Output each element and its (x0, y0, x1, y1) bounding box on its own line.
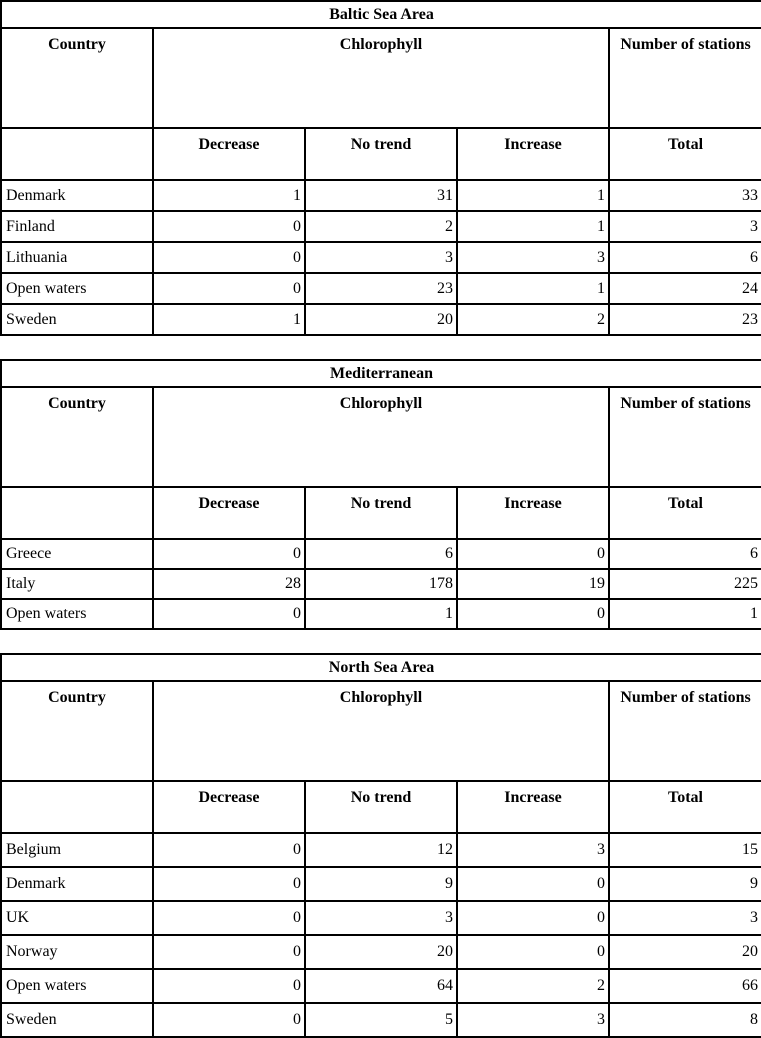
table-row (1, 901, 761, 935)
decrease-header: Decrease (153, 781, 305, 833)
table-row (1, 1003, 761, 1037)
total-cell: 8 (609, 1003, 761, 1037)
table-row (1, 304, 761, 335)
increase-cell: 19 (457, 569, 609, 599)
no-trend-cell: 31 (305, 180, 457, 211)
no-trend-cell: 178 (305, 569, 457, 599)
increase-cell: 1 (457, 211, 609, 242)
table-row (1, 569, 761, 599)
no-trend-cell: 5 (305, 1003, 457, 1037)
increase-cell: 3 (457, 242, 609, 273)
total-cell: 20 (609, 935, 761, 969)
no-trend-header: No trend (305, 781, 457, 833)
table-row (1, 599, 761, 629)
country-cell: UK (1, 901, 153, 935)
table-row (1, 969, 761, 1003)
table-row (1, 935, 761, 969)
total-cell: 9 (609, 867, 761, 901)
total-cell: 225 (609, 569, 761, 599)
total-cell: 66 (609, 969, 761, 1003)
decrease-cell: 28 (153, 569, 305, 599)
increase-cell: 2 (457, 304, 609, 335)
total-cell: 15 (609, 833, 761, 867)
no-trend-cell: 20 (305, 935, 457, 969)
decrease-cell: 0 (153, 935, 305, 969)
increase-cell: 0 (457, 599, 609, 629)
total-cell: 3 (609, 901, 761, 935)
no-trend-cell: 3 (305, 242, 457, 273)
table-title: North Sea Area (1, 654, 761, 681)
increase-cell: 3 (457, 1003, 609, 1037)
table-row (1, 273, 761, 304)
total-header: Total (609, 781, 761, 833)
country-cell: Norway (1, 935, 153, 969)
increase-cell: 0 (457, 539, 609, 569)
no-trend-cell: 12 (305, 833, 457, 867)
decrease-cell: 1 (153, 180, 305, 211)
decrease-cell: 1 (153, 304, 305, 335)
country-cell: Sweden (1, 1003, 153, 1037)
no-trend-cell: 64 (305, 969, 457, 1003)
decrease-cell: 0 (153, 211, 305, 242)
decrease-cell: 0 (153, 273, 305, 304)
total-cell: 33 (609, 180, 761, 211)
total-cell: 6 (609, 539, 761, 569)
decrease-cell: 0 (153, 242, 305, 273)
country-header: Country (1, 681, 153, 781)
country-cell: Open waters (1, 273, 153, 304)
country-cell: Open waters (1, 599, 153, 629)
decrease-cell: 0 (153, 1003, 305, 1037)
increase-cell: 0 (457, 901, 609, 935)
country-cell: Denmark (1, 180, 153, 211)
table-row (1, 833, 761, 867)
decrease-cell: 0 (153, 539, 305, 569)
country-cell: Italy (1, 569, 153, 599)
no-trend-cell: 3 (305, 901, 457, 935)
no-trend-header: No trend (305, 487, 457, 539)
table-row (1, 867, 761, 901)
baltic-sea-table (0, 0, 761, 336)
country-cell: Greece (1, 539, 153, 569)
table-row (1, 539, 761, 569)
chlorophyll-header: Chlorophyll (153, 681, 609, 781)
no-trend-cell: 6 (305, 539, 457, 569)
increase-cell: 3 (457, 833, 609, 867)
country-header: Country (1, 28, 153, 128)
decrease-cell: 0 (153, 969, 305, 1003)
increase-cell: 0 (457, 935, 609, 969)
country-cell: Sweden (1, 304, 153, 335)
decrease-cell: 0 (153, 599, 305, 629)
country-cell: Denmark (1, 867, 153, 901)
decrease-cell: 0 (153, 867, 305, 901)
country-cell: Open waters (1, 969, 153, 1003)
increase-header: Increase (457, 487, 609, 539)
decrease-cell: 0 (153, 833, 305, 867)
no-trend-cell: 9 (305, 867, 457, 901)
table-row (1, 242, 761, 273)
empty-header-cell (1, 487, 153, 539)
table-title: Baltic Sea Area (1, 1, 761, 28)
increase-header: Increase (457, 781, 609, 833)
table-row (1, 211, 761, 242)
increase-cell: 1 (457, 273, 609, 304)
country-cell: Lithuania (1, 242, 153, 273)
empty-header-cell (1, 781, 153, 833)
country-cell: Belgium (1, 833, 153, 867)
country-header: Country (1, 387, 153, 487)
total-header: Total (609, 487, 761, 539)
total-cell: 24 (609, 273, 761, 304)
no-trend-cell: 23 (305, 273, 457, 304)
stations-header: Number of stations (609, 28, 761, 128)
total-cell: 6 (609, 242, 761, 273)
chlorophyll-header: Chlorophyll (153, 28, 609, 128)
empty-header-cell (1, 128, 153, 180)
increase-cell: 2 (457, 969, 609, 1003)
increase-header: Increase (457, 128, 609, 180)
total-cell: 1 (609, 599, 761, 629)
stations-header: Number of stations (609, 387, 761, 487)
no-trend-cell: 20 (305, 304, 457, 335)
no-trend-header: No trend (305, 128, 457, 180)
increase-cell: 1 (457, 180, 609, 211)
total-header: Total (609, 128, 761, 180)
no-trend-cell: 1 (305, 599, 457, 629)
total-cell: 3 (609, 211, 761, 242)
decrease-header: Decrease (153, 128, 305, 180)
decrease-cell: 0 (153, 901, 305, 935)
chlorophyll-header: Chlorophyll (153, 387, 609, 487)
stations-header: Number of stations (609, 681, 761, 781)
decrease-header: Decrease (153, 487, 305, 539)
mediterranean-table (0, 359, 761, 630)
total-cell: 23 (609, 304, 761, 335)
north-sea-table (0, 653, 761, 1038)
table-title: Mediterranean (1, 360, 761, 387)
increase-cell: 0 (457, 867, 609, 901)
country-cell: Finland (1, 211, 153, 242)
no-trend-cell: 2 (305, 211, 457, 242)
table-row (1, 180, 761, 211)
